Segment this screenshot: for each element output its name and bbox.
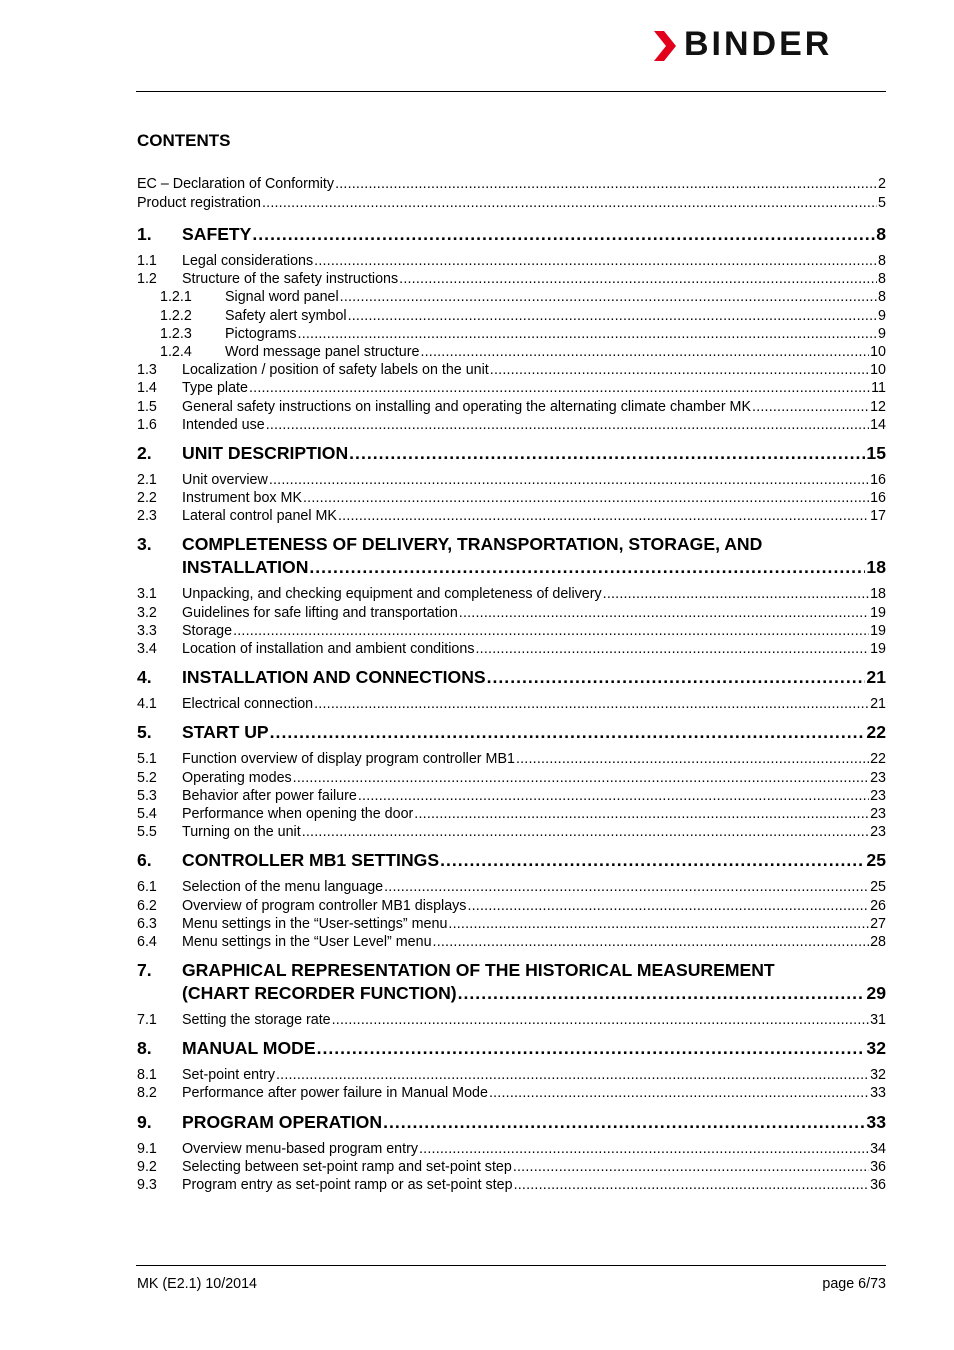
toc-page: 10 bbox=[870, 362, 886, 379]
toc-entry[interactable] bbox=[137, 806, 886, 824]
toc-title: Selecting between set-point ramp and set-point step bbox=[182, 1158, 512, 1175]
toc-leader bbox=[399, 271, 877, 287]
toc-page: 19 bbox=[870, 622, 886, 639]
toc-entry[interactable] bbox=[137, 824, 886, 842]
toc-title: Menu settings in the “User-settings” menu bbox=[182, 915, 448, 932]
toc-page: 34 bbox=[870, 1140, 886, 1157]
toc-page: 8 bbox=[876, 224, 886, 244]
toc-title: Set-point entry bbox=[182, 1067, 275, 1084]
toc-chapter[interactable] bbox=[137, 443, 886, 466]
toc-entry[interactable] bbox=[137, 934, 886, 952]
toc-entry[interactable] bbox=[137, 490, 886, 508]
toc-title: PROGRAM OPERATION bbox=[182, 1111, 383, 1132]
toc-entry[interactable] bbox=[137, 253, 886, 271]
toc-title: Location of installation and ambient conditions bbox=[182, 641, 475, 657]
toc-page: 26 bbox=[870, 897, 886, 914]
toc-number: 2.1 bbox=[137, 471, 157, 488]
toc-title: Operating modes bbox=[182, 769, 292, 786]
toc-leader bbox=[335, 176, 877, 192]
toc-entry[interactable] bbox=[137, 1012, 886, 1030]
toc-title: Signal word panel bbox=[225, 289, 339, 306]
toc-number: 1.2.2 bbox=[160, 307, 192, 324]
toc-title: Pictograms bbox=[225, 325, 297, 342]
toc-leader bbox=[338, 508, 869, 524]
toc-leader bbox=[383, 1112, 865, 1133]
toc-page: 32 bbox=[870, 1067, 886, 1084]
toc-page: 25 bbox=[870, 879, 886, 896]
brand-logo bbox=[654, 25, 886, 66]
toc-leader bbox=[349, 443, 865, 464]
toc-leader bbox=[433, 934, 870, 950]
toc-number: 7.1 bbox=[137, 1012, 157, 1029]
toc-entry[interactable] bbox=[137, 879, 886, 897]
toc-title: CONTROLLER MB1 SETTINGS bbox=[182, 850, 440, 871]
toc-page: 19 bbox=[870, 641, 886, 657]
toc-page: 14 bbox=[870, 416, 886, 433]
toc-title: EC – Declaration of Conformity bbox=[137, 176, 335, 192]
toc-entry[interactable] bbox=[137, 788, 886, 806]
toc-chapter[interactable] bbox=[137, 722, 886, 745]
toc-title: Guidelines for safe lifting and transportation bbox=[182, 604, 458, 621]
toc-title: Unit overview bbox=[182, 471, 268, 488]
toc-front-item[interactable] bbox=[137, 176, 886, 195]
toc-title: SAFETY bbox=[182, 224, 252, 244]
toc-entry[interactable] bbox=[137, 326, 886, 344]
toc-number: 3.2 bbox=[137, 604, 157, 621]
toc-leader bbox=[270, 722, 866, 743]
toc-leader bbox=[448, 916, 869, 932]
toc-page: 33 bbox=[866, 1111, 886, 1132]
toc-leader bbox=[419, 1141, 869, 1157]
toc-page: 23 bbox=[870, 769, 886, 786]
toc-entry[interactable] bbox=[137, 605, 886, 623]
toc-entry[interactable] bbox=[137, 1067, 886, 1085]
toc-number: 5.4 bbox=[137, 805, 157, 822]
toc-page: 11 bbox=[871, 380, 886, 397]
toc-title: Unpacking, and checking equipment and completeness of delivery bbox=[182, 586, 602, 603]
toc-entry[interactable] bbox=[137, 1085, 886, 1103]
toc-chapter[interactable] bbox=[137, 534, 886, 580]
toc-number: 9. bbox=[137, 1111, 152, 1132]
toc-chapter[interactable] bbox=[137, 850, 886, 873]
toc-leader bbox=[332, 1012, 869, 1028]
toc-number: 1. bbox=[137, 224, 152, 244]
toc-number: 6. bbox=[137, 850, 152, 871]
header-rule bbox=[136, 91, 886, 92]
toc-entry[interactable] bbox=[137, 271, 886, 289]
toc-number: 6.1 bbox=[137, 879, 157, 896]
toc-page: 25 bbox=[866, 850, 886, 871]
toc-title: Overview menu-based program entry bbox=[182, 1140, 418, 1157]
toc-leader bbox=[348, 308, 877, 324]
toc-chapter[interactable] bbox=[137, 1038, 886, 1061]
toc-number: 5.3 bbox=[137, 787, 157, 804]
toc-page: 12 bbox=[870, 398, 886, 415]
toc-title: Instrument box MK bbox=[182, 490, 302, 507]
toc-page: 23 bbox=[870, 824, 886, 841]
toc-number: 3.3 bbox=[137, 622, 157, 639]
toc-page: 18 bbox=[870, 586, 886, 603]
toc-leader bbox=[309, 557, 865, 578]
toc-title: Overview of program controller MB1 displays bbox=[182, 897, 467, 914]
toc-page: 18 bbox=[866, 557, 886, 578]
toc-number: 7. bbox=[137, 960, 152, 981]
toc-entry[interactable] bbox=[137, 508, 886, 526]
toc-title: Performance when opening the door bbox=[182, 805, 414, 822]
toc-title: COMPLETENESS OF DELIVERY, TRANSPORTATION, STORAGE, AND bbox=[182, 534, 763, 555]
toc-number: 4.1 bbox=[137, 696, 157, 713]
toc-leader bbox=[266, 417, 869, 433]
toc-entry[interactable] bbox=[137, 472, 886, 490]
toc-number: 5.2 bbox=[137, 769, 157, 786]
toc-page: 22 bbox=[866, 722, 886, 743]
toc-number: 5.5 bbox=[137, 824, 157, 841]
toc-title: Localization / position of safety labels on the unit bbox=[182, 362, 489, 379]
toc-number: 9.3 bbox=[137, 1177, 157, 1193]
toc-page: 16 bbox=[870, 490, 886, 507]
toc-entry[interactable] bbox=[137, 1159, 886, 1177]
toc-entry[interactable] bbox=[137, 344, 886, 362]
toc-title: START UP bbox=[182, 722, 269, 743]
toc-title: Storage bbox=[182, 622, 233, 639]
toc-title: Setting the storage rate bbox=[182, 1012, 331, 1029]
toc-number: 2. bbox=[137, 442, 152, 463]
toc-title: Word message panel structure bbox=[225, 343, 420, 360]
toc-chapter[interactable] bbox=[137, 224, 886, 247]
toc-page: 16 bbox=[870, 471, 886, 488]
toc-page: 29 bbox=[866, 983, 886, 1004]
toc-title: Selection of the menu language bbox=[182, 879, 384, 896]
toc-number: 8. bbox=[137, 1038, 152, 1059]
toc-title: GRAPHICAL REPRESENTATION OF THE HISTORICAL MEASUREMENT bbox=[182, 960, 775, 981]
toc-title: Product registration bbox=[137, 195, 261, 211]
toc-page: 36 bbox=[870, 1177, 886, 1193]
toc-number: 5.1 bbox=[137, 751, 157, 768]
toc-chapter[interactable] bbox=[137, 960, 886, 1006]
toc-number: 8.2 bbox=[137, 1085, 157, 1102]
toc-number: 1.6 bbox=[137, 416, 157, 433]
toc-entry[interactable] bbox=[137, 623, 886, 641]
toc-leader bbox=[317, 1038, 866, 1059]
toc-entry[interactable] bbox=[137, 916, 886, 934]
toc-page: 8 bbox=[878, 271, 886, 288]
toc-leader bbox=[514, 1177, 870, 1193]
toc-entry[interactable] bbox=[137, 696, 886, 714]
toc-number: 3. bbox=[137, 534, 152, 555]
toc-title: Performance after power failure in Manual Mode bbox=[182, 1085, 488, 1102]
toc-page: 31 bbox=[870, 1012, 886, 1029]
toc-title: Function overview of display program controller MB1 bbox=[182, 751, 515, 768]
toc-title: INSTALLATION AND CONNECTIONS bbox=[182, 667, 486, 688]
toc-page: 5 bbox=[878, 195, 886, 211]
toc-leader bbox=[314, 696, 869, 712]
toc-leader bbox=[420, 344, 869, 360]
toc-leader bbox=[489, 1085, 869, 1101]
toc-leader bbox=[293, 770, 869, 786]
toc-leader bbox=[516, 751, 869, 767]
toc-title: General safety instructions on installing and operating the alternating climate chamber MK bbox=[182, 398, 752, 415]
toc-leader bbox=[384, 879, 869, 895]
toc-title: Structure of the safety instructions bbox=[182, 271, 399, 288]
toc-entry[interactable] bbox=[137, 586, 886, 604]
toc-entry[interactable] bbox=[137, 399, 886, 417]
toc-title-continued: (CHART RECORDER FUNCTION) bbox=[182, 983, 457, 1004]
toc-title: Lateral control panel MK bbox=[182, 508, 337, 525]
toc-number: 1.2.3 bbox=[160, 325, 192, 342]
toc-leader bbox=[513, 1159, 869, 1175]
footer-rule bbox=[136, 1265, 886, 1266]
toc-title: Program entry as set-point ramp or as set-point step bbox=[182, 1177, 513, 1193]
toc-page: 15 bbox=[866, 442, 886, 463]
toc-entry[interactable] bbox=[137, 289, 886, 307]
toc-leader bbox=[269, 472, 869, 488]
toc-page: 21 bbox=[870, 696, 886, 713]
toc-entry[interactable] bbox=[137, 1141, 886, 1159]
toc-number: 8.1 bbox=[137, 1067, 157, 1084]
toc-chapter[interactable] bbox=[137, 667, 886, 690]
toc-leader bbox=[603, 586, 869, 602]
toc-front-item[interactable] bbox=[137, 195, 886, 214]
toc-entry[interactable] bbox=[137, 751, 886, 769]
toc-page: 28 bbox=[870, 933, 886, 950]
table-of-contents bbox=[137, 176, 886, 1195]
toc-leader bbox=[276, 1067, 869, 1083]
toc-page: 23 bbox=[870, 787, 886, 804]
toc-title: Legal considerations bbox=[182, 253, 314, 269]
toc-page: 22 bbox=[870, 751, 886, 768]
toc-leader bbox=[490, 362, 869, 378]
toc-leader bbox=[458, 983, 866, 1004]
toc-title: Type plate bbox=[182, 380, 248, 397]
toc-entry[interactable] bbox=[137, 770, 886, 788]
toc-entry[interactable] bbox=[137, 898, 886, 916]
toc-number: 2.3 bbox=[137, 508, 157, 525]
toc-title: Electrical connection bbox=[182, 696, 314, 713]
toc-number: 4. bbox=[137, 667, 152, 688]
toc-entry[interactable] bbox=[137, 362, 886, 380]
toc-chapter[interactable] bbox=[137, 1112, 886, 1135]
toc-leader bbox=[302, 824, 869, 840]
toc-page: 32 bbox=[866, 1038, 886, 1059]
toc-number: 1.1 bbox=[137, 253, 157, 269]
toc-entry[interactable] bbox=[137, 380, 886, 398]
toc-leader bbox=[440, 850, 865, 871]
toc-leader bbox=[314, 253, 877, 269]
toc-page: 17 bbox=[870, 508, 886, 525]
toc-page: 9 bbox=[878, 307, 886, 324]
toc-page: 33 bbox=[870, 1085, 886, 1102]
toc-page: 2 bbox=[878, 176, 886, 192]
toc-entry[interactable] bbox=[137, 308, 886, 326]
toc-leader bbox=[487, 667, 866, 688]
toc-leader bbox=[414, 806, 869, 822]
toc-leader bbox=[752, 399, 869, 415]
toc-number: 3.1 bbox=[137, 586, 157, 603]
toc-leader bbox=[303, 490, 869, 506]
toc-number: 6.2 bbox=[137, 897, 157, 914]
toc-number: 1.5 bbox=[137, 398, 157, 415]
toc-leader bbox=[262, 195, 877, 211]
toc-title-continued: INSTALLATION bbox=[182, 557, 309, 578]
toc-leader bbox=[467, 898, 869, 914]
binder-logo-icon bbox=[654, 31, 678, 61]
page-title: CONTENTS bbox=[137, 131, 231, 150]
toc-leader bbox=[340, 289, 877, 305]
toc-page: 8 bbox=[878, 253, 886, 269]
toc-leader bbox=[249, 380, 870, 396]
toc-title: Behavior after power failure bbox=[182, 787, 357, 804]
toc-number: 6.4 bbox=[137, 933, 157, 950]
toc-number: 5. bbox=[137, 722, 152, 743]
toc-number: 6.3 bbox=[137, 915, 157, 932]
toc-page: 21 bbox=[866, 667, 886, 688]
toc-page: 23 bbox=[870, 805, 886, 822]
toc-number: 1.2.1 bbox=[160, 289, 192, 306]
toc-title: UNIT DESCRIPTION bbox=[182, 442, 349, 463]
toc-number: 3.4 bbox=[137, 641, 157, 657]
toc-entry[interactable] bbox=[137, 1177, 886, 1195]
toc-title: Intended use bbox=[182, 416, 265, 433]
toc-number: 1.2 bbox=[137, 271, 157, 288]
toc-page: 10 bbox=[870, 343, 886, 360]
toc-entry[interactable] bbox=[137, 641, 886, 659]
page-number: page 6/73 bbox=[822, 1276, 886, 1292]
toc-title: Safety alert symbol bbox=[225, 307, 347, 324]
toc-leader bbox=[476, 641, 870, 657]
toc-number: 2.2 bbox=[137, 490, 157, 507]
toc-number: 9.2 bbox=[137, 1158, 157, 1175]
toc-page: 8 bbox=[878, 289, 886, 306]
toc-leader bbox=[233, 623, 869, 639]
toc-page: 36 bbox=[870, 1158, 886, 1175]
document-id: MK (E2.1) 10/2014 bbox=[137, 1276, 258, 1292]
toc-number: 1.4 bbox=[137, 380, 157, 397]
toc-entry[interactable] bbox=[137, 417, 886, 435]
toc-title: Menu settings in the “User Level” menu bbox=[182, 933, 432, 950]
toc-leader bbox=[298, 326, 878, 342]
toc-leader bbox=[358, 788, 869, 804]
toc-title: Turning on the unit bbox=[182, 824, 301, 841]
toc-leader bbox=[252, 224, 875, 245]
toc-number: 1.2.4 bbox=[160, 343, 192, 360]
toc-number: 9.1 bbox=[137, 1140, 157, 1157]
toc-page: 27 bbox=[870, 915, 886, 932]
toc-page: 9 bbox=[878, 325, 886, 342]
toc-page: 19 bbox=[870, 604, 886, 621]
toc-number: 1.3 bbox=[137, 362, 157, 379]
toc-leader bbox=[459, 605, 869, 621]
brand-name: BINDER bbox=[684, 25, 833, 63]
toc-title: MANUAL MODE bbox=[182, 1038, 316, 1059]
